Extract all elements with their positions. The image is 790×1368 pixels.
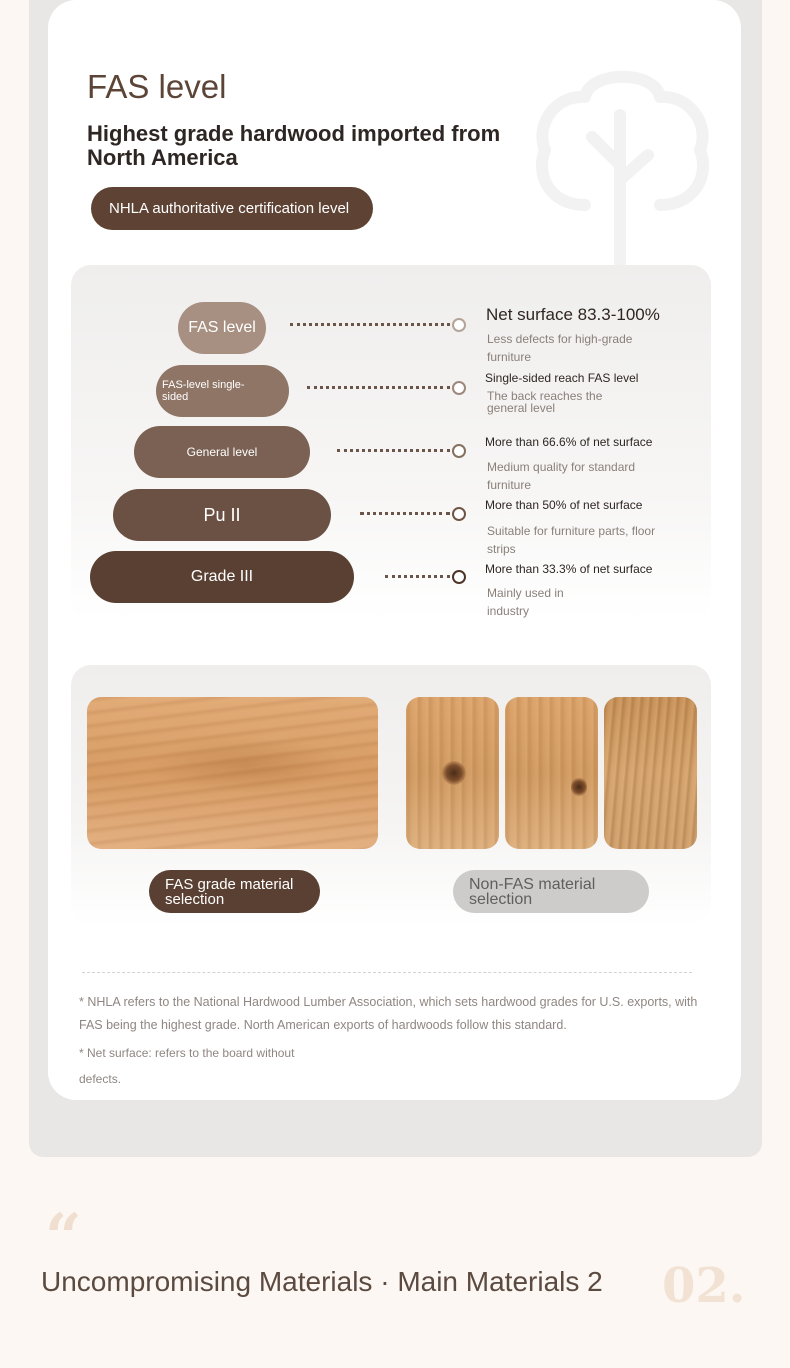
non-fas-wood-sample — [604, 697, 697, 849]
section-number: 02. — [662, 1258, 746, 1314]
grade-pill-fas: FAS level — [178, 302, 266, 354]
nhla-footnote: * NHLA refers to the National Hardwood Lumber Association, which sets hardwood grades for U.S. exports, with FAS being the highest grade. North American exports of hardwoods follow this standard. — [79, 995, 698, 1032]
grade-heading-fas-single: Single-sided reach FAS level — [485, 371, 639, 385]
connector-dots — [360, 512, 450, 515]
net-surface-footnote: * Net surface: refers to the board without defects. — [79, 1046, 295, 1086]
grade-pill-general: General level — [134, 426, 310, 478]
grade-detail-fas: Less defects for high-grade furniture — [487, 332, 633, 364]
certification-badge: NHLA authoritative certification level — [91, 187, 373, 230]
tree-icon — [530, 55, 715, 270]
grade-pill-grade-iii: Grade III — [90, 551, 354, 603]
grade-detail-fas-single: The back reaches the general level — [487, 389, 603, 415]
connector-node — [452, 444, 466, 458]
fas-material-label: FAS grade material selection — [149, 870, 320, 913]
connector-dots — [290, 323, 450, 326]
grade-detail-grade-iii: Mainly used in industry — [487, 586, 564, 618]
connector-node — [452, 318, 466, 332]
grade-detail-general: Medium quality for standard furniture — [487, 460, 636, 492]
non-fas-material-label: Non-FAS material selection — [453, 870, 649, 913]
connector-node — [452, 570, 466, 584]
connector-node — [452, 507, 466, 521]
connector-dots — [337, 449, 450, 452]
fas-wood-sample — [87, 697, 378, 849]
grade-pill-fas-single: FAS-level single-sided — [156, 365, 289, 417]
grade-heading-pu-ii: More than 50% of net surface — [485, 498, 643, 512]
grade-detail-pu-ii: Suitable for furniture parts, floor strips — [487, 524, 656, 556]
grade-heading-general: More than 66.6% of net surface — [485, 435, 653, 449]
quote-mark-icon: “ — [45, 1200, 82, 1275]
grade-heading-grade-iii: More than 33.3% of net surface — [485, 562, 653, 576]
page-subtitle: Highest grade hardwood imported from North America — [87, 121, 501, 170]
page-title: FAS level — [87, 68, 227, 105]
connector-node — [452, 381, 466, 395]
non-fas-wood-sample — [406, 697, 499, 849]
connector-dots — [307, 386, 450, 389]
connector-dots — [385, 575, 450, 578]
non-fas-wood-sample — [505, 697, 598, 849]
grade-pill-pu-ii: Pu II — [113, 489, 331, 541]
grade-heading-fas: Net surface 83.3-100% — [486, 305, 660, 324]
wood-knot — [571, 777, 587, 797]
section-divider — [82, 972, 692, 973]
wood-knot — [442, 761, 466, 785]
section-title: Uncompromising Materials · Main Materials 2 — [41, 1266, 603, 1297]
